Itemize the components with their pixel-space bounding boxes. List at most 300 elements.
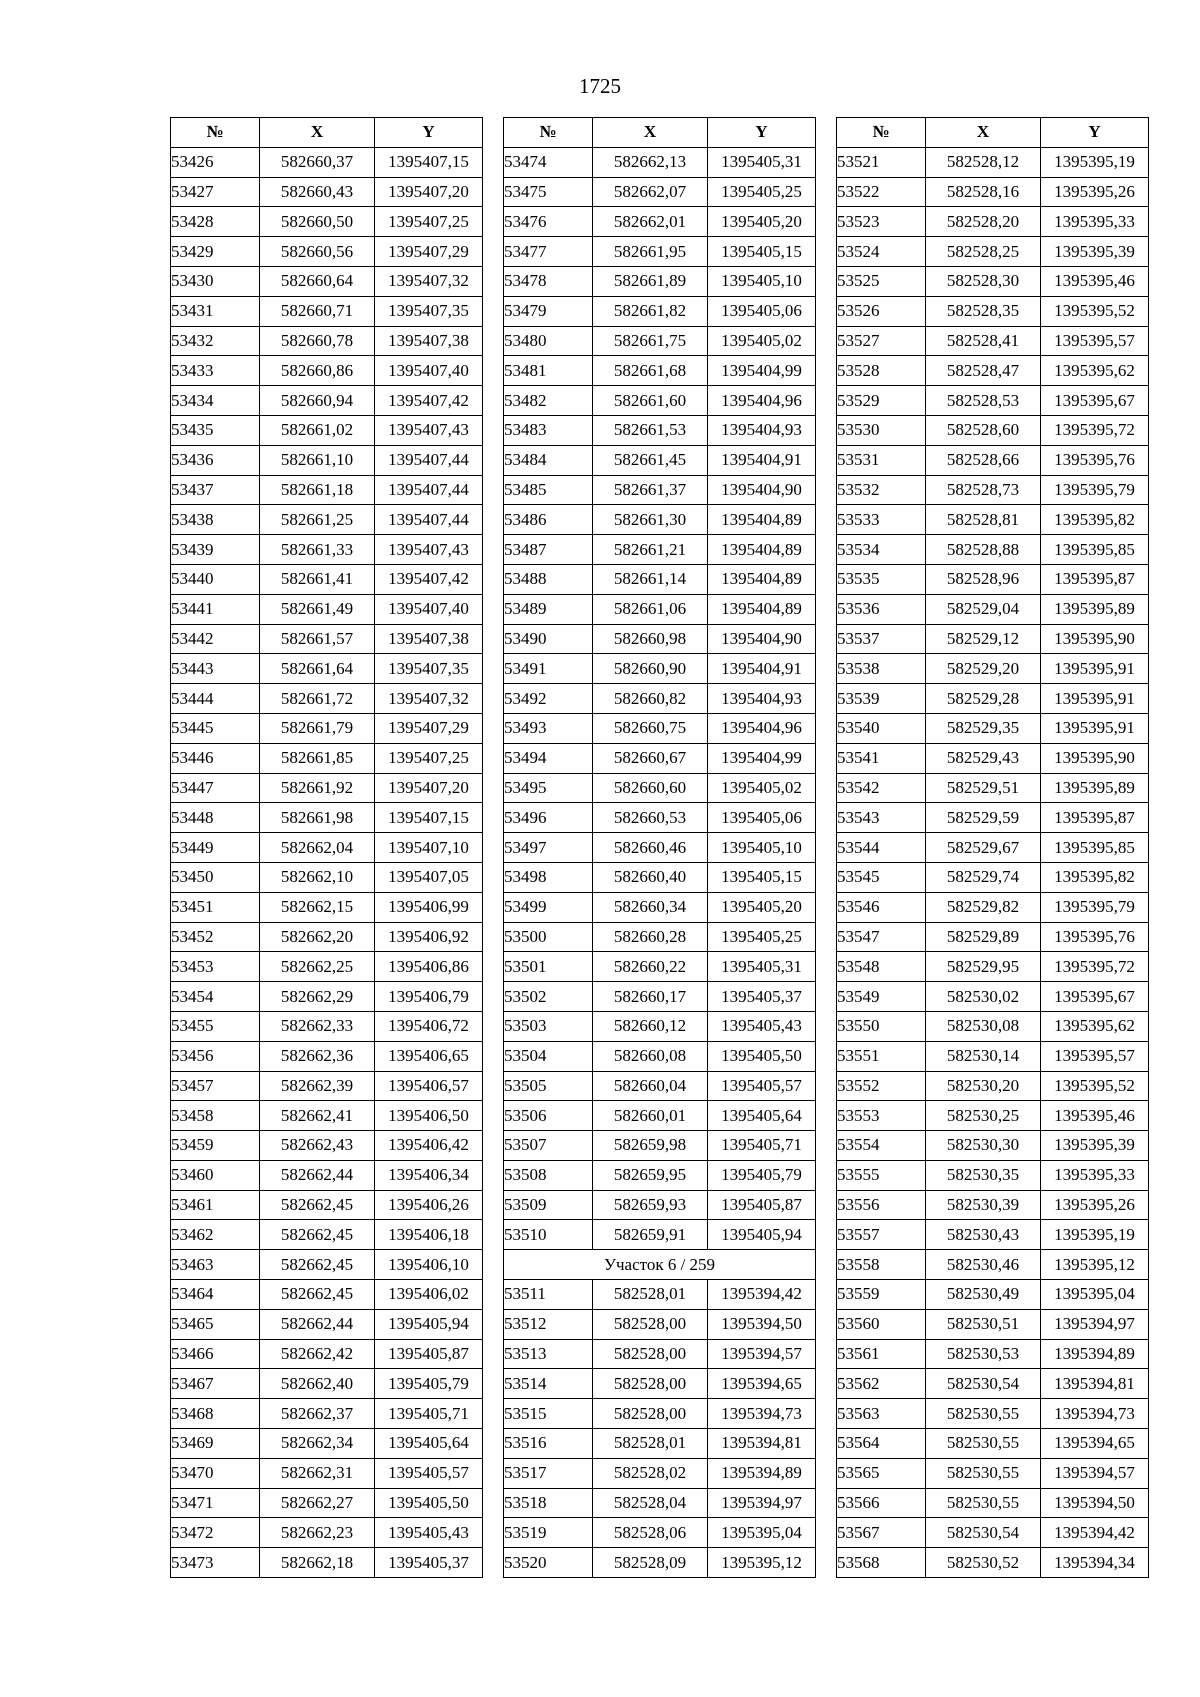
x-coordinate-cell: 582530,46 — [926, 1250, 1041, 1280]
x-coordinate-cell: 582659,93 — [593, 1190, 708, 1220]
point-number-cell: 53527 — [837, 326, 926, 356]
table-row — [504, 445, 816, 475]
x-coordinate-cell: 582662,07 — [593, 177, 708, 207]
point-number-cell: 53444 — [171, 684, 260, 714]
y-coordinate-cell: 1395395,85 — [1041, 833, 1149, 863]
y-coordinate-cell: 1395395,79 — [1041, 475, 1149, 505]
table-row — [837, 505, 1149, 535]
header-row — [837, 118, 1149, 148]
x-coordinate-cell: 582528,09 — [593, 1548, 708, 1578]
point-number-cell: 53496 — [504, 803, 593, 833]
header-row — [504, 118, 816, 148]
table-row — [837, 386, 1149, 416]
point-number-cell: 53515 — [504, 1399, 593, 1429]
table-row — [171, 415, 483, 445]
point-number-cell: 53519 — [504, 1518, 593, 1548]
table-row — [171, 654, 483, 684]
y-coordinate-cell: 1395404,99 — [708, 356, 816, 386]
x-coordinate-cell: 582662,45 — [260, 1190, 375, 1220]
y-coordinate-cell: 1395405,15 — [708, 862, 816, 892]
x-coordinate-cell: 582660,01 — [593, 1101, 708, 1131]
x-coordinate-cell: 582660,12 — [593, 1011, 708, 1041]
table-row — [504, 475, 816, 505]
point-number-cell: 53516 — [504, 1429, 593, 1459]
y-coordinate-cell: 1395407,29 — [375, 713, 483, 743]
point-number-cell: 53561 — [837, 1339, 926, 1369]
y-coordinate-cell: 1395406,57 — [375, 1071, 483, 1101]
x-coordinate-cell: 582528,41 — [926, 326, 1041, 356]
point-number-cell: 53543 — [837, 803, 926, 833]
table-row — [837, 862, 1149, 892]
table-row — [837, 1011, 1149, 1041]
x-coordinate-cell: 582662,45 — [260, 1220, 375, 1250]
x-coordinate-cell: 582661,82 — [593, 296, 708, 326]
y-coordinate-cell: 1395395,19 — [1041, 147, 1149, 177]
x-coordinate-cell: 582529,95 — [926, 952, 1041, 982]
y-coordinate-cell: 1395394,81 — [708, 1429, 816, 1459]
point-number-cell: 53437 — [171, 475, 260, 505]
point-number-cell: 53524 — [837, 237, 926, 267]
y-coordinate-cell: 1395407,43 — [375, 415, 483, 445]
table-row — [837, 1250, 1149, 1280]
y-coordinate-cell: 1395395,52 — [1041, 1071, 1149, 1101]
table-row — [504, 922, 816, 952]
y-coordinate-cell: 1395394,89 — [708, 1458, 816, 1488]
table-row — [504, 743, 816, 773]
table-row — [504, 1041, 816, 1071]
point-number-cell: 53433 — [171, 356, 260, 386]
point-number-cell: 53537 — [837, 624, 926, 654]
point-number-cell: 53517 — [504, 1458, 593, 1488]
y-coordinate-cell: 1395407,05 — [375, 862, 483, 892]
y-coordinate-cell: 1395395,87 — [1041, 564, 1149, 594]
table-row — [504, 1399, 816, 1429]
table-row — [504, 1101, 816, 1131]
table-row — [837, 952, 1149, 982]
table-row — [504, 326, 816, 356]
y-coordinate-cell: 1395394,89 — [1041, 1339, 1149, 1369]
x-coordinate-cell: 582528,47 — [926, 356, 1041, 386]
point-number-cell: 53431 — [171, 296, 260, 326]
y-coordinate-cell: 1395407,25 — [375, 207, 483, 237]
x-coordinate-cell: 582530,08 — [926, 1011, 1041, 1041]
y-coordinate-cell: 1395405,15 — [708, 237, 816, 267]
y-coordinate-cell: 1395407,40 — [375, 356, 483, 386]
x-coordinate-cell: 582662,31 — [260, 1458, 375, 1488]
x-coordinate-cell: 582660,86 — [260, 356, 375, 386]
table-row — [837, 266, 1149, 296]
x-coordinate-cell: 582528,00 — [593, 1369, 708, 1399]
table-row — [504, 564, 816, 594]
point-number-cell: 53504 — [504, 1041, 593, 1071]
y-coordinate-cell: 1395404,90 — [708, 475, 816, 505]
x-coordinate-cell: 582662,39 — [260, 1071, 375, 1101]
table-row — [837, 326, 1149, 356]
x-coordinate-cell: 582530,49 — [926, 1280, 1041, 1310]
table-row — [171, 1101, 483, 1131]
section-row — [504, 1250, 816, 1280]
y-coordinate-cell: 1395405,57 — [375, 1458, 483, 1488]
x-coordinate-cell: 582662,44 — [260, 1309, 375, 1339]
x-coordinate-cell: 582529,82 — [926, 892, 1041, 922]
x-coordinate-cell: 582660,90 — [593, 654, 708, 684]
point-number-cell: 53485 — [504, 475, 593, 505]
table-row — [504, 177, 816, 207]
x-coordinate-cell: 582661,30 — [593, 505, 708, 535]
table-row — [837, 1071, 1149, 1101]
point-number-cell: 53472 — [171, 1518, 260, 1548]
point-number-cell: 53446 — [171, 743, 260, 773]
x-coordinate-cell: 582528,88 — [926, 535, 1041, 565]
point-number-cell: 53567 — [837, 1518, 926, 1548]
table-row — [171, 326, 483, 356]
y-coordinate-cell: 1395406,18 — [375, 1220, 483, 1250]
point-number-cell: 53535 — [837, 564, 926, 594]
y-coordinate-cell: 1395394,34 — [1041, 1548, 1149, 1578]
table-row — [504, 1339, 816, 1369]
y-coordinate-cell: 1395406,92 — [375, 922, 483, 952]
x-coordinate-cell: 582529,59 — [926, 803, 1041, 833]
point-number-cell: 53551 — [837, 1041, 926, 1071]
y-coordinate-cell: 1395395,76 — [1041, 445, 1149, 475]
x-coordinate-cell: 582662,29 — [260, 982, 375, 1012]
y-coordinate-cell: 1395404,93 — [708, 415, 816, 445]
table-row — [171, 1548, 483, 1578]
table-row — [171, 177, 483, 207]
y-coordinate-cell: 1395395,67 — [1041, 982, 1149, 1012]
x-coordinate-cell: 582661,72 — [260, 684, 375, 714]
x-coordinate-cell: 582660,37 — [260, 147, 375, 177]
point-number-cell: 53559 — [837, 1280, 926, 1310]
x-coordinate-cell: 582662,01 — [593, 207, 708, 237]
x-coordinate-cell: 582660,71 — [260, 296, 375, 326]
table-row — [504, 207, 816, 237]
y-coordinate-cell: 1395407,42 — [375, 564, 483, 594]
point-number-cell: 53466 — [171, 1339, 260, 1369]
y-coordinate-cell: 1395395,67 — [1041, 386, 1149, 416]
x-coordinate-cell: 582661,49 — [260, 594, 375, 624]
point-number-cell: 53566 — [837, 1488, 926, 1518]
table-row — [504, 982, 816, 1012]
x-coordinate-cell: 582661,33 — [260, 535, 375, 565]
y-coordinate-cell: 1395395,52 — [1041, 296, 1149, 326]
y-coordinate-cell: 1395405,10 — [708, 266, 816, 296]
point-number-cell: 53468 — [171, 1399, 260, 1429]
x-coordinate-cell: 582660,04 — [593, 1071, 708, 1101]
point-number-cell: 53434 — [171, 386, 260, 416]
table-row — [171, 803, 483, 833]
x-coordinate-cell: 582662,43 — [260, 1131, 375, 1161]
table-row — [504, 505, 816, 535]
x-coordinate-cell: 582528,96 — [926, 564, 1041, 594]
table-row — [837, 1429, 1149, 1459]
x-coordinate-cell: 582528,06 — [593, 1518, 708, 1548]
y-coordinate-cell: 1395394,57 — [1041, 1458, 1149, 1488]
y-coordinate-cell: 1395407,44 — [375, 445, 483, 475]
y-coordinate-cell: 1395394,65 — [708, 1369, 816, 1399]
point-number-cell: 53541 — [837, 743, 926, 773]
point-number-cell: 53545 — [837, 862, 926, 892]
point-number-cell: 53438 — [171, 505, 260, 535]
x-coordinate-cell: 582661,06 — [593, 594, 708, 624]
y-coordinate-cell: 1395395,39 — [1041, 1131, 1149, 1161]
point-number-cell: 53490 — [504, 624, 593, 654]
x-coordinate-cell: 582662,10 — [260, 862, 375, 892]
y-coordinate-cell: 1395406,34 — [375, 1160, 483, 1190]
header-y: Y — [375, 118, 483, 148]
x-coordinate-cell: 582662,18 — [260, 1548, 375, 1578]
table-row — [504, 773, 816, 803]
point-number-cell: 53520 — [504, 1548, 593, 1578]
point-number-cell: 53488 — [504, 564, 593, 594]
y-coordinate-cell: 1395406,99 — [375, 892, 483, 922]
y-coordinate-cell: 1395394,73 — [708, 1399, 816, 1429]
y-coordinate-cell: 1395405,43 — [708, 1011, 816, 1041]
x-coordinate-cell: 582530,51 — [926, 1309, 1041, 1339]
y-coordinate-cell: 1395395,26 — [1041, 1190, 1149, 1220]
point-number-cell: 53450 — [171, 862, 260, 892]
table-row — [837, 1369, 1149, 1399]
table-row — [171, 535, 483, 565]
point-number-cell: 53539 — [837, 684, 926, 714]
y-coordinate-cell: 1395404,89 — [708, 505, 816, 535]
x-coordinate-cell: 582661,25 — [260, 505, 375, 535]
y-coordinate-cell: 1395404,90 — [708, 624, 816, 654]
point-number-cell: 53481 — [504, 356, 593, 386]
table-row — [837, 445, 1149, 475]
table-row — [504, 1131, 816, 1161]
point-number-cell: 53442 — [171, 624, 260, 654]
table-row — [171, 1399, 483, 1429]
table-row — [504, 147, 816, 177]
y-coordinate-cell: 1395404,96 — [708, 386, 816, 416]
table-row — [171, 207, 483, 237]
x-coordinate-cell: 582528,81 — [926, 505, 1041, 535]
point-number-cell: 53436 — [171, 445, 260, 475]
point-number-cell: 53512 — [504, 1309, 593, 1339]
table-row — [837, 1548, 1149, 1578]
y-coordinate-cell: 1395407,43 — [375, 535, 483, 565]
point-number-cell: 53553 — [837, 1101, 926, 1131]
table-row — [171, 1339, 483, 1369]
table-row — [171, 1220, 483, 1250]
table-row — [171, 1369, 483, 1399]
point-number-cell: 53489 — [504, 594, 593, 624]
table-row — [837, 594, 1149, 624]
table-row — [504, 1458, 816, 1488]
y-coordinate-cell: 1395404,93 — [708, 684, 816, 714]
point-number-cell: 53533 — [837, 505, 926, 535]
x-coordinate-cell: 582530,54 — [926, 1518, 1041, 1548]
point-number-cell: 53453 — [171, 952, 260, 982]
y-coordinate-cell: 1395405,20 — [708, 892, 816, 922]
y-coordinate-cell: 1395395,39 — [1041, 237, 1149, 267]
y-coordinate-cell: 1395405,31 — [708, 147, 816, 177]
x-coordinate-cell: 582530,54 — [926, 1369, 1041, 1399]
point-number-cell: 53480 — [504, 326, 593, 356]
table-row — [504, 833, 816, 863]
x-coordinate-cell: 582662,37 — [260, 1399, 375, 1429]
y-coordinate-cell: 1395406,02 — [375, 1280, 483, 1310]
point-number-cell: 53454 — [171, 982, 260, 1012]
x-coordinate-cell: 582530,52 — [926, 1548, 1041, 1578]
table-row — [837, 415, 1149, 445]
point-number-cell: 53526 — [837, 296, 926, 326]
table-row — [837, 922, 1149, 952]
y-coordinate-cell: 1395406,42 — [375, 1131, 483, 1161]
x-coordinate-cell: 582660,17 — [593, 982, 708, 1012]
point-number-cell: 53497 — [504, 833, 593, 863]
table-row — [837, 535, 1149, 565]
table-row — [504, 1220, 816, 1250]
point-number-cell: 53469 — [171, 1429, 260, 1459]
point-number-cell: 53501 — [504, 952, 593, 982]
x-coordinate-cell: 582660,34 — [593, 892, 708, 922]
table-row — [837, 713, 1149, 743]
x-coordinate-cell: 582530,55 — [926, 1488, 1041, 1518]
point-number-cell: 53518 — [504, 1488, 593, 1518]
y-coordinate-cell: 1395394,65 — [1041, 1429, 1149, 1459]
point-number-cell: 53510 — [504, 1220, 593, 1250]
x-coordinate-cell: 582530,30 — [926, 1131, 1041, 1161]
x-coordinate-cell: 582528,73 — [926, 475, 1041, 505]
x-coordinate-cell: 582528,16 — [926, 177, 1041, 207]
y-coordinate-cell: 1395394,57 — [708, 1339, 816, 1369]
table-row — [837, 475, 1149, 505]
point-number-cell: 53477 — [504, 237, 593, 267]
table-row — [171, 982, 483, 1012]
table-row — [837, 1488, 1149, 1518]
y-coordinate-cell: 1395405,64 — [708, 1101, 816, 1131]
point-number-cell: 53443 — [171, 654, 260, 684]
table-row — [837, 1160, 1149, 1190]
point-number-cell: 53484 — [504, 445, 593, 475]
point-number-cell: 53538 — [837, 654, 926, 684]
point-number-cell: 53546 — [837, 892, 926, 922]
table-row — [504, 356, 816, 386]
y-coordinate-cell: 1395407,10 — [375, 833, 483, 863]
y-coordinate-cell: 1395395,57 — [1041, 326, 1149, 356]
x-coordinate-cell: 582662,27 — [260, 1488, 375, 1518]
point-number-cell: 53500 — [504, 922, 593, 952]
point-number-cell: 53550 — [837, 1011, 926, 1041]
point-number-cell: 53503 — [504, 1011, 593, 1041]
x-coordinate-cell: 582528,01 — [593, 1429, 708, 1459]
y-coordinate-cell: 1395395,62 — [1041, 356, 1149, 386]
point-number-cell: 53435 — [171, 415, 260, 445]
point-number-cell: 53460 — [171, 1160, 260, 1190]
x-coordinate-cell: 582530,43 — [926, 1220, 1041, 1250]
point-number-cell: 53514 — [504, 1369, 593, 1399]
x-coordinate-cell: 582529,04 — [926, 594, 1041, 624]
y-coordinate-cell: 1395405,64 — [375, 1429, 483, 1459]
table-row — [504, 803, 816, 833]
table-row — [504, 266, 816, 296]
table-row — [171, 386, 483, 416]
x-coordinate-cell: 582528,60 — [926, 415, 1041, 445]
header-x: X — [926, 118, 1041, 148]
table-row — [837, 1190, 1149, 1220]
y-coordinate-cell: 1395407,29 — [375, 237, 483, 267]
y-coordinate-cell: 1395395,57 — [1041, 1041, 1149, 1071]
point-number-cell: 53432 — [171, 326, 260, 356]
x-coordinate-cell: 582528,66 — [926, 445, 1041, 475]
point-number-cell: 53475 — [504, 177, 593, 207]
x-coordinate-cell: 582659,91 — [593, 1220, 708, 1250]
point-number-cell: 53547 — [837, 922, 926, 952]
y-coordinate-cell: 1395407,32 — [375, 266, 483, 296]
table-row — [837, 296, 1149, 326]
table-row — [837, 1041, 1149, 1071]
x-coordinate-cell: 582660,82 — [593, 684, 708, 714]
header-y: Y — [1041, 118, 1149, 148]
x-coordinate-cell: 582661,45 — [593, 445, 708, 475]
table-row — [171, 1131, 483, 1161]
x-coordinate-cell: 582528,25 — [926, 237, 1041, 267]
y-coordinate-cell: 1395407,35 — [375, 654, 483, 684]
y-coordinate-cell: 1395405,43 — [375, 1518, 483, 1548]
point-number-cell: 53558 — [837, 1250, 926, 1280]
table-row — [504, 1190, 816, 1220]
point-number-cell: 53451 — [171, 892, 260, 922]
y-coordinate-cell: 1395395,91 — [1041, 684, 1149, 714]
table-row — [504, 1280, 816, 1310]
table-row — [837, 207, 1149, 237]
point-number-cell: 53427 — [171, 177, 260, 207]
x-coordinate-cell: 582660,50 — [260, 207, 375, 237]
table-row — [171, 237, 483, 267]
x-coordinate-cell: 582530,14 — [926, 1041, 1041, 1071]
point-number-cell: 53498 — [504, 862, 593, 892]
table-row — [504, 237, 816, 267]
y-coordinate-cell: 1395404,89 — [708, 535, 816, 565]
table-row — [171, 445, 483, 475]
x-coordinate-cell: 582660,22 — [593, 952, 708, 982]
y-coordinate-cell: 1395395,62 — [1041, 1011, 1149, 1041]
point-number-cell: 53447 — [171, 773, 260, 803]
header-x: X — [593, 118, 708, 148]
table-row — [171, 1190, 483, 1220]
y-coordinate-cell: 1395405,50 — [375, 1488, 483, 1518]
y-coordinate-cell: 1395395,87 — [1041, 803, 1149, 833]
header-x: X — [260, 118, 375, 148]
table-row — [171, 624, 483, 654]
x-coordinate-cell: 582530,55 — [926, 1399, 1041, 1429]
x-coordinate-cell: 582529,89 — [926, 922, 1041, 952]
y-coordinate-cell: 1395406,26 — [375, 1190, 483, 1220]
point-number-cell: 53556 — [837, 1190, 926, 1220]
table-row — [171, 505, 483, 535]
y-coordinate-cell: 1395395,33 — [1041, 207, 1149, 237]
point-number-cell: 53448 — [171, 803, 260, 833]
y-coordinate-cell: 1395395,04 — [708, 1518, 816, 1548]
point-number-cell: 53479 — [504, 296, 593, 326]
table-row — [837, 1131, 1149, 1161]
y-coordinate-cell: 1395406,50 — [375, 1101, 483, 1131]
table-row — [837, 654, 1149, 684]
x-coordinate-cell: 582530,39 — [926, 1190, 1041, 1220]
point-number-cell: 53449 — [171, 833, 260, 863]
x-coordinate-cell: 582660,43 — [260, 177, 375, 207]
x-coordinate-cell: 582661,37 — [593, 475, 708, 505]
point-number-cell: 53513 — [504, 1339, 593, 1369]
y-coordinate-cell: 1395406,86 — [375, 952, 483, 982]
point-number-cell: 53452 — [171, 922, 260, 952]
x-coordinate-cell: 582660,98 — [593, 624, 708, 654]
y-coordinate-cell: 1395405,50 — [708, 1041, 816, 1071]
y-coordinate-cell: 1395395,82 — [1041, 862, 1149, 892]
y-coordinate-cell: 1395404,91 — [708, 654, 816, 684]
